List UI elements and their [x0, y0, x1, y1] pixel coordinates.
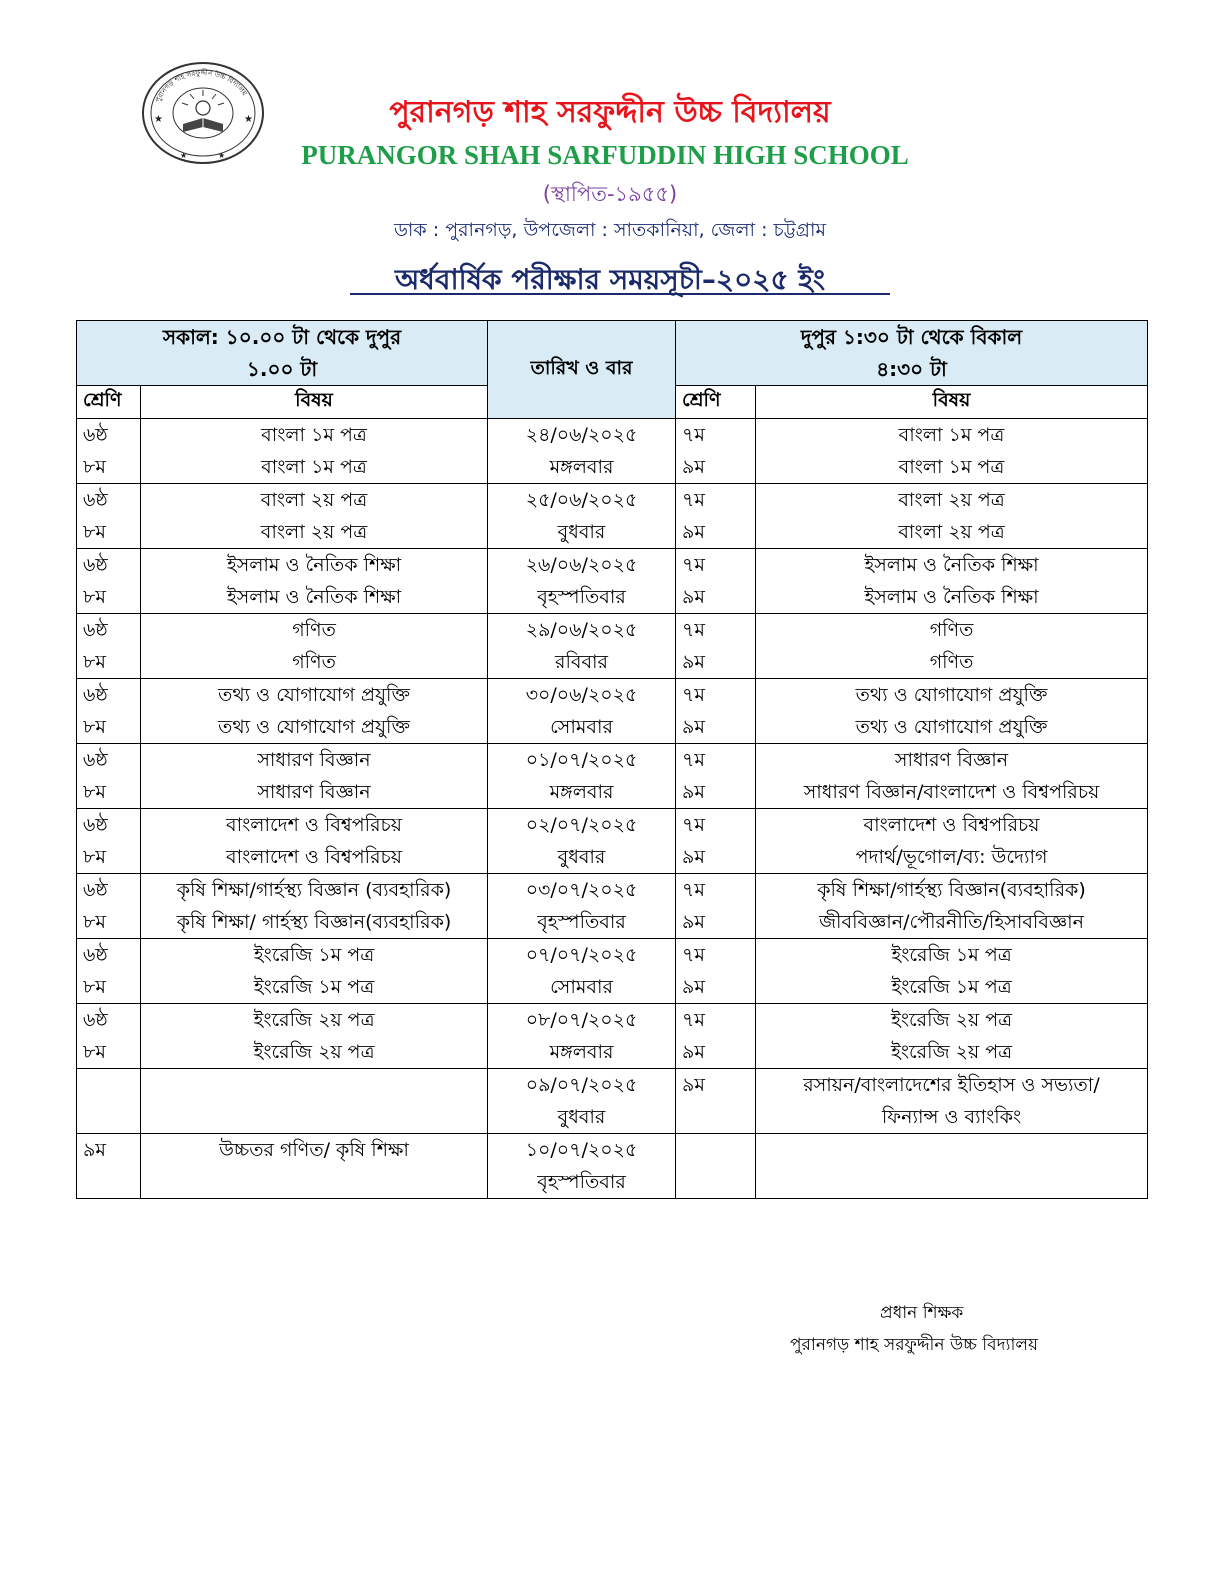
afternoon-class-cell [676, 614, 756, 679]
morning-class-line [83, 1069, 134, 1101]
exam-date-day-cell [488, 939, 676, 1004]
afternoon-subject-cell [756, 484, 1148, 549]
morning-class-line: ৮ম [83, 976, 106, 998]
morning-subject-line: ইংরেজি ২য় পত্র [253, 1009, 375, 1031]
morning-class-line: ৬ষ্ঠ [83, 1009, 108, 1031]
afternoon-class-cell [676, 419, 756, 484]
morning-subject-line: বাংলা ২য় পত্র [260, 489, 368, 511]
morning-class-cell [77, 744, 141, 809]
morning-class-line: ৮ম [83, 781, 106, 803]
afternoon-subject-line: পদার্থ/ভূগোল/ব্য: উদ্যোগ [855, 846, 1048, 868]
exam-date-day-cell [488, 744, 676, 809]
morning-subject-cell [141, 1004, 488, 1069]
svg-text:★: ★ [244, 114, 253, 125]
exam-date-day-line: ২৪/০৬/২০২৫ [525, 424, 638, 446]
morning-class-line: ৬ষ্ঠ [83, 749, 108, 771]
afternoon-class-cell [676, 1004, 756, 1069]
school-address: ডাক : পুরানগড়, উপজেলা : সাতকানিয়া, জেলা : চট্টগ্রাম [393, 219, 827, 241]
morning-class-line: ৬ষ্ঠ [83, 619, 108, 641]
afternoon-subject-line: ইসলাম ও নৈতিক শিক্ষা [864, 554, 1039, 576]
afternoon-subject-line: তথ্য ও যোগাযোগ প্রযুক্তি [855, 684, 1048, 706]
afternoon-class-line: ৯ম [682, 521, 705, 543]
morning-subject-cell [141, 874, 488, 939]
morning-time-line2: ১.০০ টা [246, 357, 318, 381]
afternoon-class-cell [676, 549, 756, 614]
afternoon-class-line: ৯ম [682, 1074, 705, 1096]
afternoon-subject-line: তথ্য ও যোগাযোগ প্রযুক্তি [855, 716, 1048, 738]
morning-class-line: ৮ম [83, 716, 106, 738]
morning-subject-line: তথ্য ও যোগাযোগ প্রযুক্তি [218, 684, 410, 706]
signature-title: প্রধান শিক্ষক [880, 1303, 964, 1323]
morning-class-line: ৬ষ্ঠ [83, 424, 108, 446]
morning-subject-cell [141, 679, 488, 744]
morning-subject-line: কৃষি শিক্ষা/গার্হস্থ্য বিজ্ঞান (ব্যবহারিক) [176, 879, 452, 901]
schedule-body [77, 419, 1148, 1199]
morning-class-cell [77, 1134, 141, 1199]
afternoon-subject-header: বিষয় [756, 386, 1148, 419]
morning-subject-line: ইসলাম ও নৈতিক শিক্ষা [226, 586, 402, 608]
date-day-header [488, 321, 676, 419]
exam-date-day-cell [488, 549, 676, 614]
school-name-english: PURANGOR SHAH SARFUDDIN HIGH SCHOOL [301, 140, 909, 170]
schedule-row [77, 939, 1148, 1004]
afternoon-class-line: ৭ম [682, 749, 705, 771]
afternoon-class-line: ৯ম [682, 586, 705, 608]
svg-text:★: ★ [154, 114, 163, 125]
morning-class-line: ৮ম [83, 456, 106, 478]
afternoon-class-cell [676, 679, 756, 744]
exam-date-day-line: ০১/০৭/২০২৫ [525, 749, 638, 771]
afternoon-class-line: ৯ম [682, 781, 705, 803]
morning-class-line: ৬ষ্ঠ [83, 554, 108, 576]
morning-subject-line: তথ্য ও যোগাযোগ প্রযুক্তি [218, 716, 410, 738]
exam-schedule-table [76, 320, 1148, 1199]
exam-date-day-line: ২৯/০৬/২০২৫ [525, 619, 638, 641]
morning-class-cell [77, 1004, 141, 1069]
schedule-row [77, 1004, 1148, 1069]
morning-time-line1: সকাল: ১০.০০ টা থেকে দুপুর [162, 325, 402, 349]
exam-date-day-line: ১০/০৭/২০২৫ [525, 1139, 638, 1161]
afternoon-subject-cell [756, 549, 1148, 614]
afternoon-subject-cell [756, 809, 1148, 874]
afternoon-subject-cell [756, 744, 1148, 809]
afternoon-subject-line: ইংরেজি ২য় পত্র [890, 1009, 1013, 1031]
morning-subject-line [147, 1069, 481, 1101]
exam-date-day-cell [488, 679, 676, 744]
afternoon-class-line: ৯ম [682, 1041, 705, 1063]
morning-class-line: ৬ষ্ঠ [83, 944, 108, 966]
afternoon-subject-line: সাধারণ বিজ্ঞান/বাংলাদেশ ও বিশ্বপরিচয় [803, 781, 1100, 803]
morning-class-line: ৯ম [83, 1139, 106, 1161]
afternoon-class-line: ৭ম [682, 619, 705, 641]
afternoon-class-cell [676, 809, 756, 874]
afternoon-class-line: ৯ম [682, 716, 705, 738]
afternoon-subject-line: বাংলা ১ম পত্র [898, 456, 1005, 478]
morning-class-line: ৮ম [83, 1041, 106, 1063]
afternoon-class-line: ৭ম [682, 1009, 705, 1031]
morning-subject-line: বাংলা ১ম পত্র [261, 456, 367, 478]
morning-subject-header: বিষয় [141, 386, 488, 419]
morning-subject-line: বাংলাদেশ ও বিশ্বপরিচয় [226, 846, 402, 868]
morning-session-header [77, 321, 488, 386]
exam-date-day-line: ২৬/০৬/২০২৫ [525, 554, 638, 576]
morning-class-line: ৮ম [83, 586, 106, 608]
afternoon-class-line: ৯ম [682, 846, 705, 868]
afternoon-subject-line: জীববিজ্ঞান/পৌরনীতি/হিসাববিজ্ঞান [819, 911, 1084, 933]
exam-date-day-line: মঙ্গলবার [549, 781, 614, 803]
exam-date-day-line: বৃহস্পতিবার [537, 586, 626, 608]
afternoon-subject-line: বাংলা ১ম পত্র [898, 424, 1005, 446]
afternoon-subject-cell [756, 1004, 1148, 1069]
afternoon-class-line: ৭ম [682, 944, 705, 966]
afternoon-class-line: ৯ম [682, 651, 705, 673]
afternoon-subject-cell [756, 419, 1148, 484]
morning-class-cell [77, 419, 141, 484]
exam-date-day-line: ০৯/০৭/২০২৫ [525, 1074, 638, 1096]
morning-subject-line: উচ্চতর গণিত/ কৃষি শিক্ষা [219, 1139, 409, 1161]
afternoon-class-line: ৭ম [682, 814, 705, 836]
morning-subject-cell [141, 1069, 488, 1134]
afternoon-class-line: ৯ম [682, 456, 705, 478]
morning-subject-cell [141, 484, 488, 549]
exam-date-day-line: বৃহস্পতিবার [537, 911, 626, 933]
exam-date-day-line: মঙ্গলবার [549, 1041, 614, 1063]
afternoon-class-cell [676, 1134, 756, 1199]
afternoon-subject-line: বাংলাদেশ ও বিশ্বপরিচয় [863, 814, 1040, 836]
exam-date-day-cell [488, 419, 676, 484]
exam-date-day-line: ০৩/০৭/২০২৫ [525, 879, 638, 901]
afternoon-class-line [682, 1101, 749, 1133]
schedule-row [77, 1069, 1148, 1134]
afternoon-time-line2: ৪:৩০ টা [876, 357, 947, 381]
afternoon-class-cell [676, 1069, 756, 1134]
afternoon-subject-line: ফিন্যান্স ও ব্যাংকিং [881, 1106, 1022, 1128]
afternoon-class-line [682, 1134, 749, 1166]
morning-subject-cell [141, 419, 488, 484]
afternoon-class-line: ৭ম [682, 424, 705, 446]
title-underline [350, 293, 890, 295]
exam-date-day-cell [488, 809, 676, 874]
morning-subject-line: ইসলাম ও নৈতিক শিক্ষা [226, 554, 402, 576]
logo-lettering: পুরানগড় শাহ সরফুদ্দীন উচ্চ বিদ্যালয় [154, 68, 249, 104]
morning-class-cell [77, 1069, 141, 1134]
exam-date-day-line: ০২/০৭/২০২৫ [525, 814, 638, 836]
morning-class-line: ৬ষ্ঠ [83, 684, 108, 706]
afternoon-class-line: ৭ম [682, 554, 705, 576]
schedule-row [77, 1134, 1148, 1199]
schedule-row [77, 679, 1148, 744]
morning-subject-line: ইংরেজি ১ম পত্র [253, 976, 375, 998]
morning-subject-line [147, 1166, 481, 1198]
afternoon-subject-line: ইংরেজি ১ম পত্র [891, 976, 1012, 998]
afternoon-subject-cell [756, 1134, 1148, 1199]
morning-class-cell [77, 939, 141, 1004]
svg-text:★: ★ [180, 151, 188, 160]
exam-date-day-cell [488, 1069, 676, 1134]
afternoon-subject-line: ইংরেজি ২য় পত্র [890, 1041, 1013, 1063]
afternoon-class-line: ৯ম [682, 911, 705, 933]
afternoon-subject-line: বাংলা ২য় পত্র [898, 489, 1005, 511]
afternoon-subject-line: ইসলাম ও নৈতিক শিক্ষা [864, 586, 1039, 608]
afternoon-class-line: ৯ম [682, 976, 705, 998]
morning-class-line: ৮ম [83, 846, 106, 868]
afternoon-subject-line: কৃষি শিক্ষা/গার্হস্থ্য বিজ্ঞান(ব্যবহারিক) [817, 879, 1086, 901]
morning-class-line [83, 1101, 134, 1133]
exam-date-day-line: বুধবার [557, 846, 606, 868]
exam-date-day-line: বুধবার [557, 521, 606, 543]
afternoon-class-cell [676, 939, 756, 1004]
exam-date-day-line: ৩০/০৬/২০২৫ [525, 684, 638, 706]
afternoon-class-cell [676, 874, 756, 939]
svg-text:★: ★ [218, 151, 226, 160]
signature-school: পুরানগড় শাহ সরফুদ্দীন উচ্চ বিদ্যালয় [790, 1335, 1039, 1355]
morning-class-line [83, 1166, 134, 1198]
morning-subject-line: সাধারণ বিজ্ঞান [257, 781, 371, 803]
afternoon-class-line: ৭ম [682, 684, 705, 706]
exam-date-day-cell [488, 1004, 676, 1069]
exam-schedule-title: অর্ধবার্ষিক পরীক্ষার সময়সূচী–২০২৫ ইং [394, 263, 826, 296]
morning-subject-line: সাধারণ বিজ্ঞান [257, 749, 371, 771]
morning-subject-line: বাংলা ২য় পত্র [260, 521, 368, 543]
morning-subject-line: বাংলাদেশ ও বিশ্বপরিচয় [226, 814, 402, 836]
morning-class-line: ৬ষ্ঠ [83, 879, 108, 901]
afternoon-subject-cell [756, 874, 1148, 939]
morning-class-cell [77, 679, 141, 744]
morning-subject-line: ইংরেজি ২য় পত্র [253, 1041, 375, 1063]
exam-date-day-cell [488, 484, 676, 549]
established-year: (স্থাপিত-১৯৫৫) [542, 182, 678, 206]
morning-subject-cell [141, 549, 488, 614]
morning-subject-line: ইংরেজি ১ম পত্র [253, 944, 375, 966]
morning-class-line: ৮ম [83, 651, 106, 673]
morning-class-line: ৮ম [83, 911, 106, 933]
morning-subject-cell [141, 1134, 488, 1199]
exam-date-day-line: সোমবার [550, 716, 613, 738]
afternoon-subject-line: ইংরেজি ১ম পত্র [891, 944, 1012, 966]
morning-subject-line: কৃষি শিক্ষা/ গার্হস্থ্য বিজ্ঞান(ব্যবহারিক) [176, 911, 452, 933]
morning-subject-line: বাংলা ১ম পত্র [261, 424, 367, 446]
morning-subject-cell [141, 614, 488, 679]
morning-subject-cell [141, 809, 488, 874]
exam-date-day-cell [488, 874, 676, 939]
morning-subject-line [147, 1101, 481, 1133]
afternoon-class-line: ৭ম [682, 879, 705, 901]
schedule-row [77, 484, 1148, 549]
afternoon-class-line [682, 1166, 749, 1198]
morning-subject-line: গণিত [292, 651, 336, 673]
afternoon-subject-cell [756, 939, 1148, 1004]
school-name-bengali: পুরানগড় শাহ সরফুদ্দীন উচ্চ বিদ্যালয় [389, 95, 831, 130]
afternoon-subject-cell [756, 614, 1148, 679]
schedule-row [77, 614, 1148, 679]
morning-class-cell [77, 484, 141, 549]
schedule-row [77, 549, 1148, 614]
exam-date-day-line: রবিবার [555, 651, 609, 673]
morning-class-cell [77, 614, 141, 679]
afternoon-time-line1: দুপুর ১:৩০ টা থেকে বিকাল [800, 325, 1023, 349]
exam-date-day-line: ০৮/০৭/২০২৫ [525, 1009, 638, 1031]
morning-class-cell [77, 809, 141, 874]
exam-date-day-line: ২৫/০৬/২০২৫ [525, 489, 638, 511]
afternoon-session-header [676, 321, 1148, 386]
morning-subject-line: গণিত [292, 619, 336, 641]
exam-date-day-line: বৃহস্পতিবার [537, 1171, 626, 1193]
exam-date-day-line: সোমবার [550, 976, 613, 998]
morning-subject-cell [141, 939, 488, 1004]
morning-class-header: শ্রেণি [77, 386, 141, 419]
morning-subject-cell [141, 744, 488, 809]
afternoon-class-cell [676, 744, 756, 809]
date-day-header-text: তারিখ ও বার [530, 356, 633, 379]
afternoon-subject-cell [756, 1069, 1148, 1134]
exam-date-day-line: মঙ্গলবার [549, 456, 614, 478]
afternoon-class-header: শ্রেণি [676, 386, 756, 419]
exam-date-day-line: বুধবার [557, 1106, 606, 1128]
exam-date-day-cell [488, 1134, 676, 1199]
morning-class-line: ৬ষ্ঠ [83, 489, 108, 511]
afternoon-class-cell [676, 484, 756, 549]
afternoon-subject-line: সাধারণ বিজ্ঞান [894, 749, 1009, 771]
afternoon-subject-line: রসায়ন/বাংলাদেশের ইতিহাস ও সভ্যতা/ [803, 1074, 1100, 1096]
schedule-row [77, 874, 1148, 939]
morning-class-line: ৬ষ্ঠ [83, 814, 108, 836]
afternoon-subject-line: গণিত [929, 651, 974, 673]
morning-class-cell [77, 549, 141, 614]
morning-class-cell [77, 874, 141, 939]
schedule-row [77, 419, 1148, 484]
afternoon-class-line: ৭ম [682, 489, 705, 511]
afternoon-subject-line [762, 1166, 1141, 1198]
exam-date-day-line: ০৭/০৭/২০২৫ [525, 944, 638, 966]
schedule-row [77, 744, 1148, 809]
exam-date-day-cell [488, 614, 676, 679]
afternoon-subject-cell [756, 679, 1148, 744]
afternoon-subject-line [762, 1134, 1141, 1166]
afternoon-subject-line: গণিত [929, 619, 974, 641]
schedule-row [77, 809, 1148, 874]
afternoon-subject-line: বাংলা ২য় পত্র [898, 521, 1005, 543]
morning-class-line: ৮ম [83, 521, 106, 543]
